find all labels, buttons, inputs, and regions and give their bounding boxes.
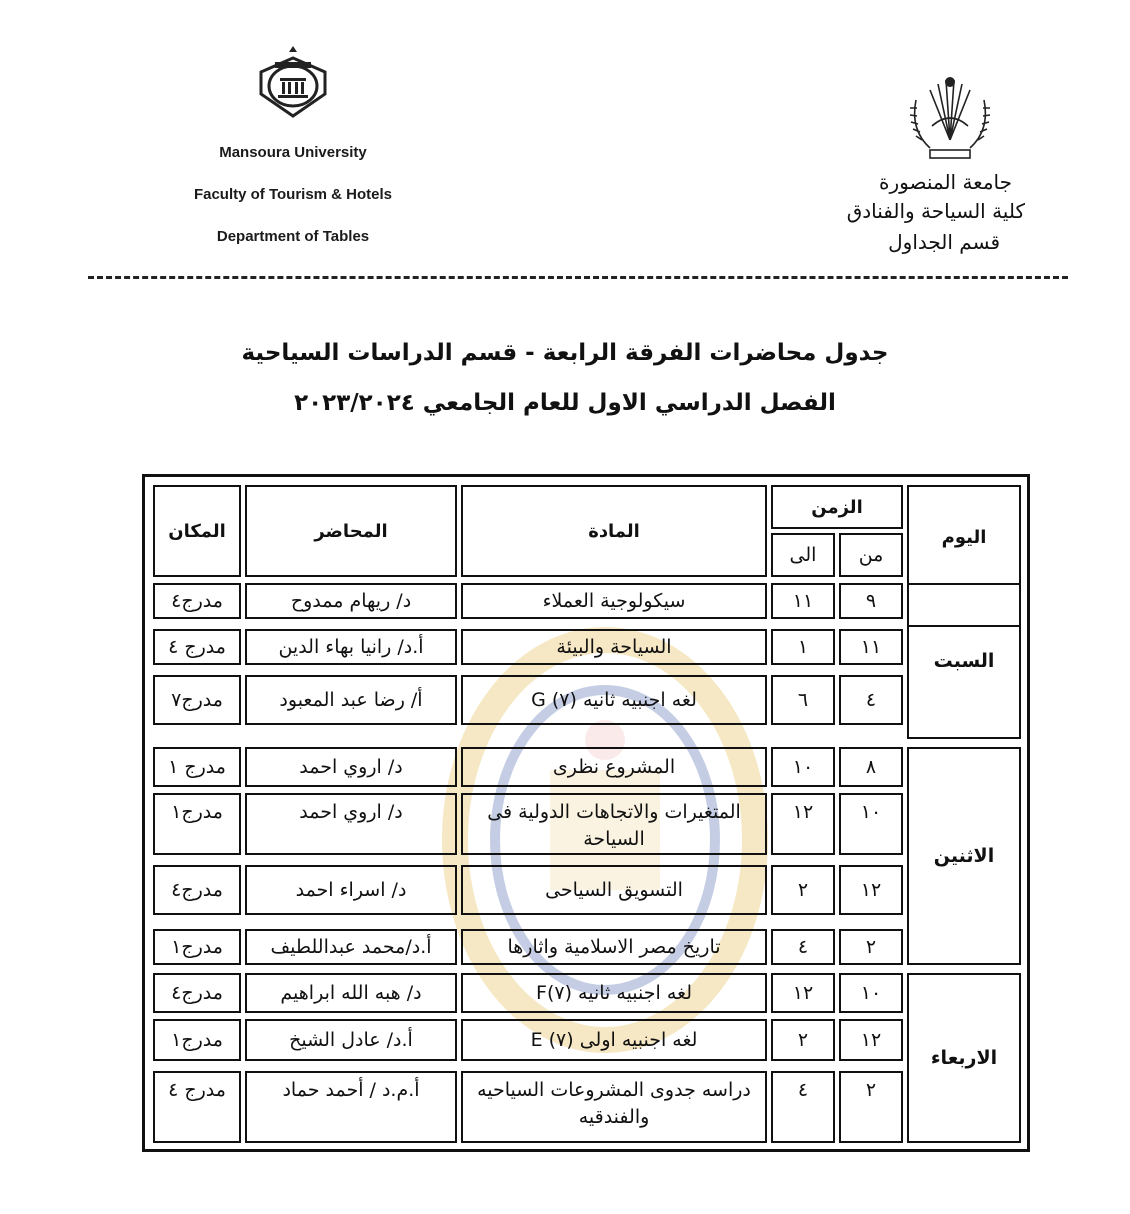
arabic-faculty-name: كلية السياحة والفنادق bbox=[846, 199, 1025, 223]
arabic-department-name: قسم الجداول bbox=[888, 230, 1000, 254]
cell-to: ٢ bbox=[771, 865, 835, 915]
cell-lecturer: أ.د/محمد عبداللطيف bbox=[245, 929, 457, 965]
header-subject: المادة bbox=[461, 485, 767, 577]
cell-subject: لغه اجنبيه ثانيه (٧) G bbox=[461, 675, 767, 725]
semester-subtitle: الفصل الدراسي الاول للعام الجامعي ٢٠٢٣/٢٠٢٤ bbox=[294, 390, 836, 416]
cell-to: ١١ bbox=[771, 583, 835, 619]
cell-to: ٤ bbox=[771, 929, 835, 965]
cell-subject: لغه اجنبيه ثانيه (٧)F bbox=[461, 973, 767, 1013]
cell-subject: دراسه جدوى المشروعات السياحيه والفندقيه bbox=[461, 1071, 767, 1143]
cell-from: ١٠ bbox=[839, 973, 903, 1013]
header-divider bbox=[88, 276, 1068, 279]
cell-lecturer: د/ اروي احمد bbox=[245, 747, 457, 787]
english-faculty-name: Faculty of Tourism & Hotels bbox=[193, 186, 393, 203]
cell-from: ١١ bbox=[839, 629, 903, 665]
cell-place: مدرج ٤ bbox=[153, 629, 241, 665]
arabic-university-name: جامعة المنصورة bbox=[879, 170, 1012, 194]
day-wednesday: الاربعاء bbox=[907, 973, 1021, 1143]
cell-subject: المشروع نظرى bbox=[461, 747, 767, 787]
english-university-name: Mansoura University bbox=[219, 144, 367, 161]
cell-subject: المتغيرات والاتجاهات الدولية فى السياحة bbox=[461, 793, 767, 855]
cell-to: ٢ bbox=[771, 1019, 835, 1061]
cell-to: ١ bbox=[771, 629, 835, 665]
cell-place: مدرج١ bbox=[153, 929, 241, 965]
cell-to: ١٠ bbox=[771, 747, 835, 787]
cell-from: ٢ bbox=[839, 929, 903, 965]
cell-place: مدرج١ bbox=[153, 793, 241, 855]
faculty-logo bbox=[253, 44, 333, 120]
cell-to: ١٢ bbox=[771, 793, 835, 855]
header-day: اليوم bbox=[907, 485, 1021, 627]
cell-lecturer: أ.م.د / أحمد حماد bbox=[245, 1071, 457, 1143]
cell-from: ٤ bbox=[839, 675, 903, 725]
schedule-table bbox=[142, 474, 1030, 1152]
day-saturday: السبت bbox=[907, 583, 1021, 739]
day-monday: الاثنين bbox=[907, 747, 1021, 965]
cell-from: ١٠ bbox=[839, 793, 903, 855]
cell-subject: لغه اجنبيه اولى (٧) E bbox=[461, 1019, 767, 1061]
cell-lecturer: د/ هبه الله ابراهيم bbox=[245, 973, 457, 1013]
header-to: الى bbox=[771, 533, 835, 577]
cell-place: مدرج٤ bbox=[153, 865, 241, 915]
cell-subject: التسويق السياحى bbox=[461, 865, 767, 915]
cell-subject: سيكولوجية العملاء bbox=[461, 583, 767, 619]
cell-place: مدرج٧ bbox=[153, 675, 241, 725]
cell-lecturer: د/ اروي احمد bbox=[245, 793, 457, 855]
cell-from: ١٢ bbox=[839, 1019, 903, 1061]
cell-lecturer: د/ ريهام ممدوح bbox=[245, 583, 457, 619]
cell-to: ٤ bbox=[771, 1071, 835, 1143]
cell-from: ٩ bbox=[839, 583, 903, 619]
cell-from: ٢ bbox=[839, 1071, 903, 1143]
cell-place: مدرج٤ bbox=[153, 973, 241, 1013]
mansoura-university-logo bbox=[900, 70, 1000, 165]
cell-subject: تاريخ مصر الاسلامية واثارها bbox=[461, 929, 767, 965]
cell-place: مدرج ١ bbox=[153, 747, 241, 787]
cell-place: مدرج ٤ bbox=[153, 1071, 241, 1143]
header-time: الزمن bbox=[771, 485, 903, 529]
cell-from: ٨ bbox=[839, 747, 903, 787]
cell-lecturer: أ/ رضا عبد المعبود bbox=[245, 675, 457, 725]
cell-place: مدرج٤ bbox=[153, 583, 241, 619]
cell-place: مدرج١ bbox=[153, 1019, 241, 1061]
schedule-title: جدول محاضرات الفرقة الرابعة - قسم الدراسات السياحية bbox=[241, 340, 889, 366]
header-place: المكان bbox=[153, 485, 241, 577]
english-department-name: Department of Tables bbox=[216, 228, 370, 245]
cell-lecturer: أ.د/ عادل الشيخ bbox=[245, 1019, 457, 1061]
cell-lecturer: أ.د/ رانيا بهاء الدين bbox=[245, 629, 457, 665]
header-from: من bbox=[839, 533, 903, 577]
cell-lecturer: د/ اسراء احمد bbox=[245, 865, 457, 915]
cell-subject: السياحة والبيئة bbox=[461, 629, 767, 665]
cell-to: ١٢ bbox=[771, 973, 835, 1013]
header-lecturer: المحاضر bbox=[245, 485, 457, 577]
cell-from: ١٢ bbox=[839, 865, 903, 915]
cell-to: ٦ bbox=[771, 675, 835, 725]
